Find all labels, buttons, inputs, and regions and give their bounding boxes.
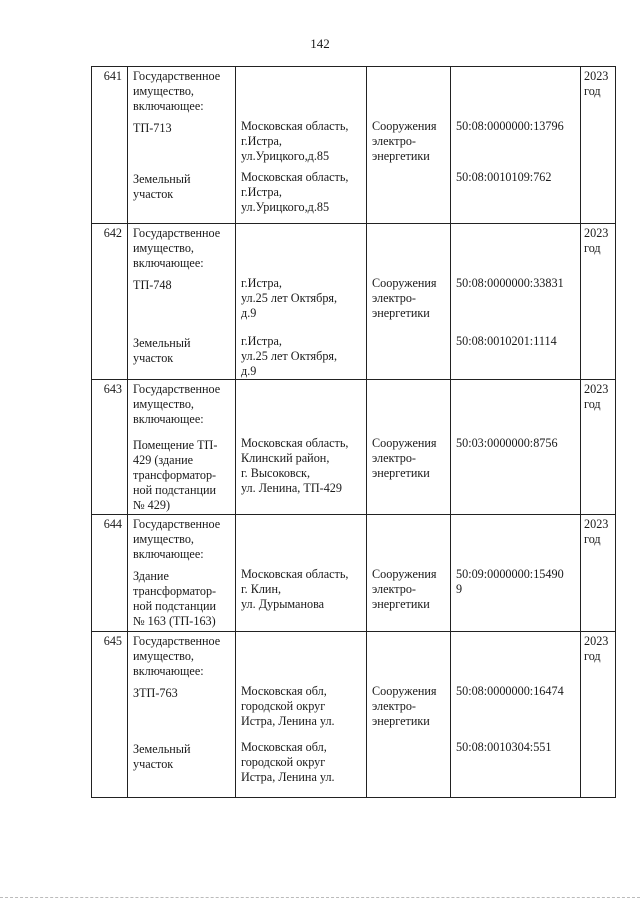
scan-edge-divider: [0, 897, 640, 898]
table-row: [92, 380, 616, 515]
object-address: г.Истра, ул.25 лет Октября, д.9: [241, 276, 338, 320]
object-address: Московская обл, городской округ Истра, Ленина ул.: [241, 684, 335, 728]
object-group-header: Государственное имущество, включающее:: [133, 634, 221, 678]
object-group-header: Государственное имущество, включающее:: [133, 517, 221, 561]
row-number: 644: [92, 515, 128, 632]
property-registry-table: [91, 66, 616, 798]
address-cell: [236, 224, 367, 380]
cadastral-number: 50:08:0010201:1114: [456, 334, 557, 348]
table-row: [92, 632, 616, 798]
object-type: Сооружения электро- энергетики: [372, 684, 437, 728]
object-name: Помещение ТП- 429 (здание трансформатор- ной подстанции № 429): [133, 438, 218, 512]
year-cell: 2023 год: [581, 67, 616, 224]
table-row: [92, 224, 616, 380]
object-address: Московская обл, городской округ Истра, Ленина ул.: [241, 740, 335, 784]
address-cell: [236, 515, 367, 632]
object-type: Сооружения электро- энергетики: [372, 276, 437, 320]
object-name: Земельный участок: [133, 172, 191, 201]
year-cell: 2023 год: [581, 515, 616, 632]
object-name: Здание трансформатор- ной подстанции № 163 (ТП-163): [133, 569, 217, 628]
object-name: Земельный участок: [133, 336, 191, 365]
object-address: Московская область, г.Истра, ул.Урицкого,д.85: [241, 119, 349, 163]
object-address: Московская область, г. Клин, ул. Дурыманова: [241, 567, 349, 611]
object-name: Земельный участок: [133, 742, 191, 771]
object-name: ЗТП-763: [133, 686, 178, 700]
page-number: 142: [310, 36, 330, 51]
cadastral-cell: [451, 224, 581, 380]
cadastral-cell: [451, 515, 581, 632]
object-name: ТП-748: [133, 278, 172, 292]
year-cell: 2023 год: [581, 632, 616, 798]
object-name-cell: [128, 224, 236, 380]
object-name: ТП-713: [133, 121, 172, 135]
row-number: 641: [92, 67, 128, 224]
object-type-cell: [367, 632, 451, 798]
address-cell: [236, 632, 367, 798]
cadastral-number: 50:08:0000000:33831: [456, 276, 564, 290]
row-number: 643: [92, 380, 128, 515]
object-group-header: Государственное имущество, включающее:: [133, 69, 221, 113]
object-type-cell: [367, 515, 451, 632]
object-address: Московская область, Клинский район, г. Высоковск, ул. Ленина, ТП-429: [241, 436, 349, 495]
cadastral-number: 50:08:0010109:762: [456, 170, 552, 184]
object-type-cell: [367, 224, 451, 380]
object-name-cell: [128, 515, 236, 632]
object-name-cell: [128, 380, 236, 515]
address-cell: [236, 380, 367, 515]
table-row: [92, 515, 616, 632]
cadastral-cell: [451, 632, 581, 798]
cadastral-number: 50:03:0000000:8756: [456, 436, 558, 450]
address-cell: [236, 67, 367, 224]
row-number: 645: [92, 632, 128, 798]
cadastral-number: 50:08:0000000:16474: [456, 684, 564, 698]
object-address: Московская область, г.Истра, ул.Урицкого,д.85: [241, 170, 349, 214]
object-type-cell: [367, 380, 451, 515]
cadastral-cell: [451, 380, 581, 515]
cadastral-number: 50:08:0010304:551: [456, 740, 552, 754]
object-type: Сооружения электро- энергетики: [372, 436, 437, 480]
year-cell: 2023 год: [581, 224, 616, 380]
object-group-header: Государственное имущество, включающее:: [133, 226, 221, 270]
row-number: 642: [92, 224, 128, 380]
object-address: г.Истра, ул.25 лет Октября, д.9: [241, 334, 338, 378]
object-name-cell: [128, 67, 236, 224]
object-name-cell: [128, 632, 236, 798]
cadastral-cell: [451, 67, 581, 224]
object-type: Сооружения электро- энергетики: [372, 567, 437, 611]
year-cell: 2023 год: [581, 380, 616, 515]
object-group-header: Государственное имущество, включающее:: [133, 382, 221, 426]
object-type: Сооружения электро- энергетики: [372, 119, 437, 163]
cadastral-number: 50:08:0000000:13796: [456, 119, 564, 133]
table-row: [92, 67, 616, 224]
object-type-cell: [367, 67, 451, 224]
cadastral-number: 50:09:0000000:15490 9: [456, 567, 564, 596]
